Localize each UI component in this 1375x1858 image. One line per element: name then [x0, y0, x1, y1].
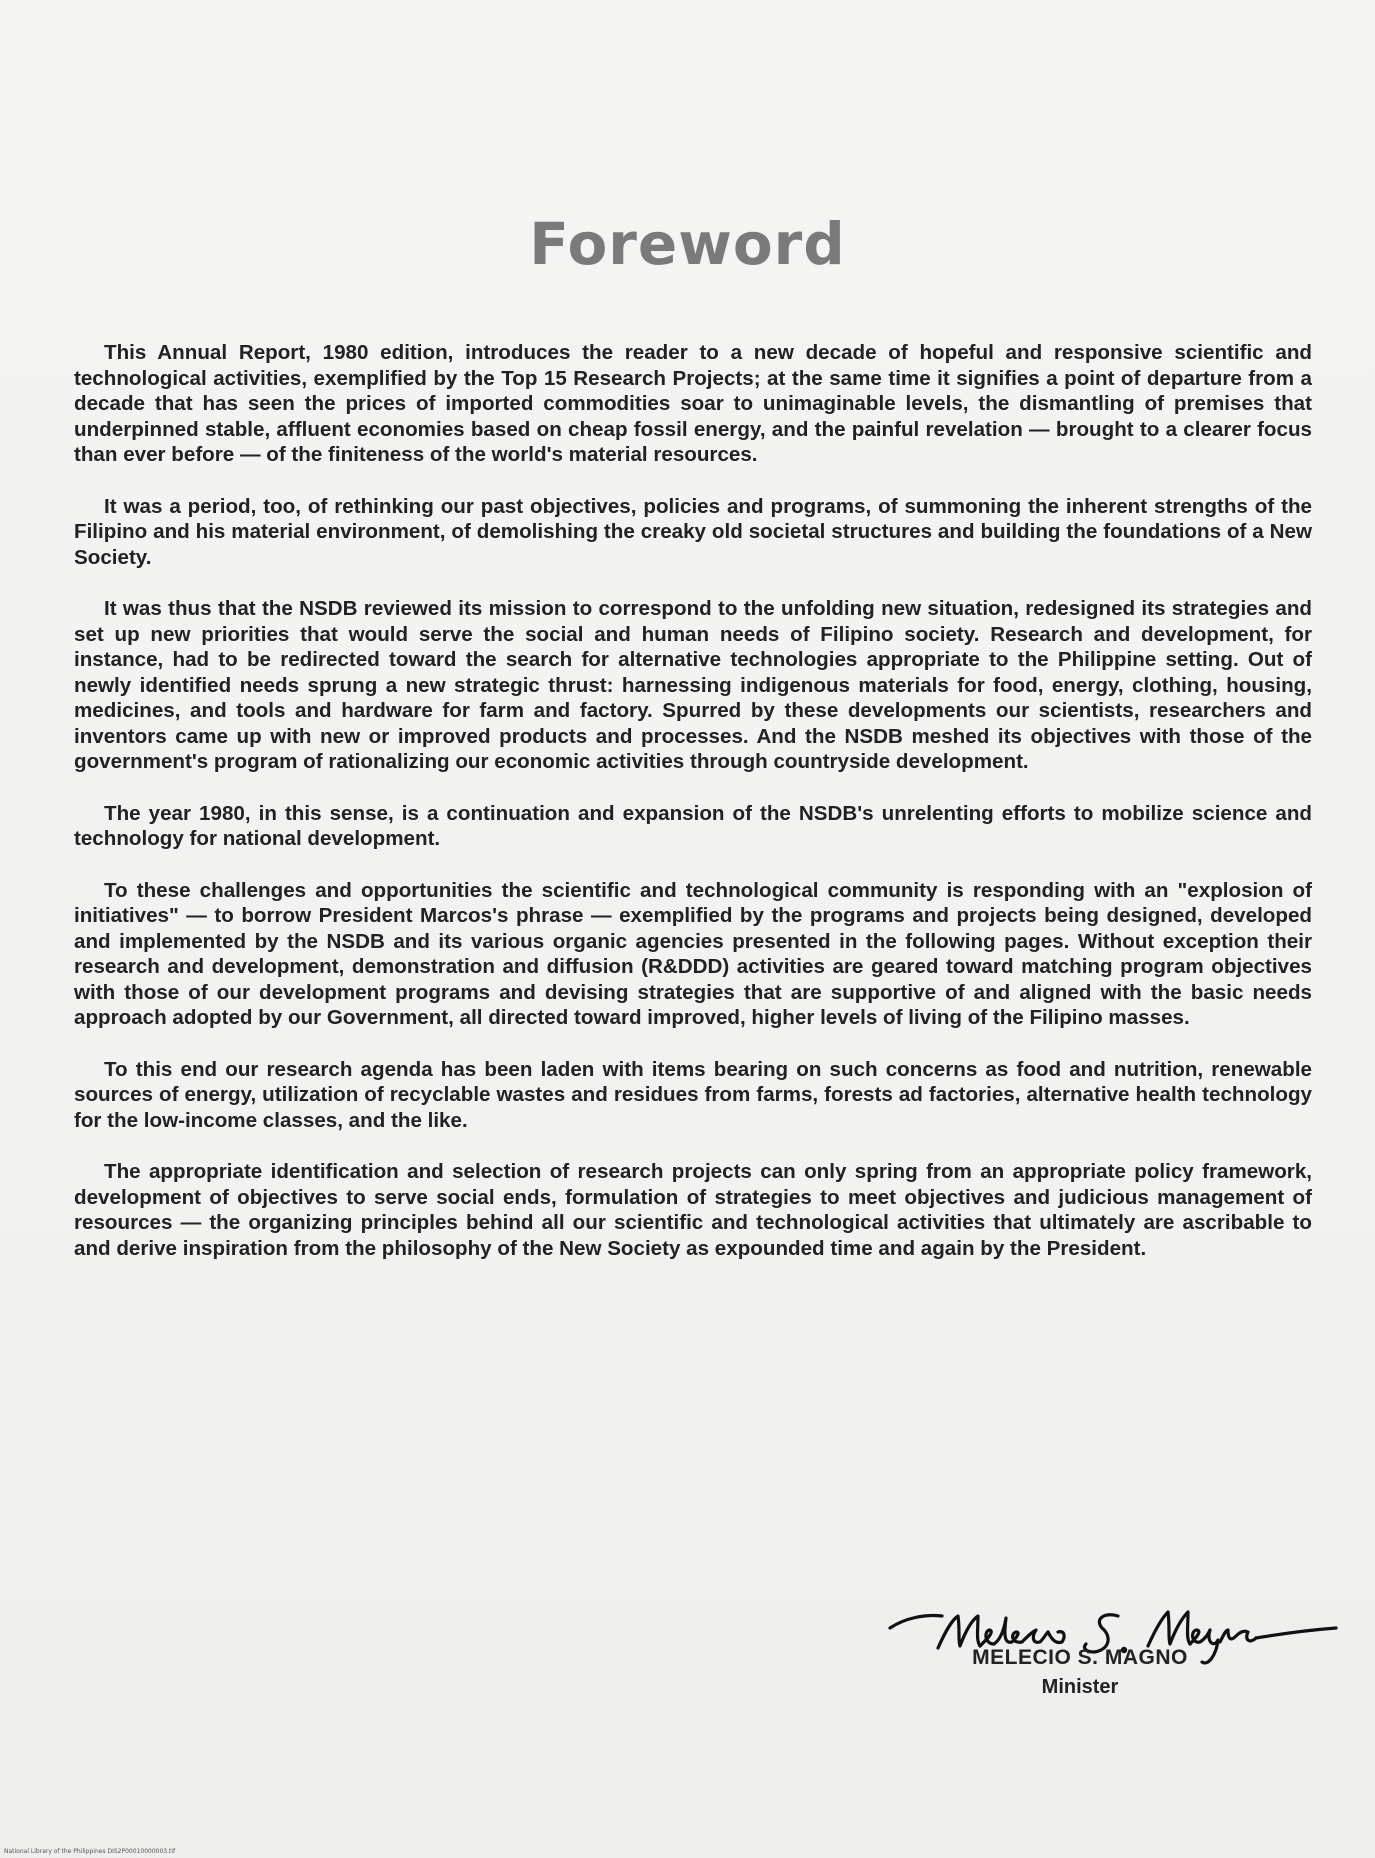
paragraph-3: It was thus that the NSDB reviewed its mission to correspond to the unfolding new situation, redesigned its strategies and set up new priorities that would serve the social and human needs of Filipino society. Research and development, for instance, had to be redirected toward the search for alternative technologies appropriate to the Philippine setting. Out of newly identified needs sprung a new strategic thrust: harnessing indigenous materials for food, energy, clothing, housing, medicines, and tools and hardware for farm and factory. Spurred by these developments our scientists, researchers and inventors came up with new or improved products and processes. And the NSDB meshed its objectives with those of the government's program of rationalizing our economic activities through countryside development.	[74, 597, 1312, 773]
paragraph-5: To these challenges and opportunities the scientific and technological community is responding with an "explosion of initiatives" — to borrow President Marcos's phrase — exemplified by the programs and projects being designed, developed and implemented by the NSDB and its various organic agencies presented in the following pages. Without exception their research and development, demonstration and diffusion (R&DDD) activities are geared toward matching program objectives with those of our development programs and devising strategies that are supportive of and aligned with the basic needs approach adopted by our Government, all directed toward improved, higher levels of living of the Filipino masses.	[74, 878, 1312, 1029]
signatory-name: MELECIO S. MAGNO	[972, 1646, 1188, 1669]
signatory-position: Minister	[1041, 1676, 1119, 1698]
paragraph-2: It was a period, too, of rethinking our past objectives, policies and programs, of summoning the inherent strengths of the Filipino and his material environment, of demolishing the creaky old societal structures and building the foundations of a New Society.	[74, 494, 1312, 569]
foreword-body	[74, 340, 1312, 1287]
page-title: Foreword	[529, 210, 846, 278]
archive-footer-note: National Library of the Philippines DIS2P00010000003.tif	[4, 1848, 176, 1855]
paragraph-7: The appropriate identification and selection of research projects can only spring from an appropriate policy framework, development of objectives to serve social ends, formulation of strategies to meet objectives and judicious management of resources — the organizing principles behind all our scientific and technological activities that ultimately are ascribable to and derive inspiration from the philosophy of the New Society as expounded time and again by the President.	[74, 1160, 1312, 1260]
signature-block	[880, 1600, 1340, 1710]
paragraph-6: To this end our research agenda has been laden with items bearing on such concerns as food and nutrition, renewable sources of energy, utilization of recyclable wastes and residues from farms, forests ad factories, alternative health technology for the low-income classes, and the like.	[74, 1057, 1312, 1132]
paragraph-1: This Annual Report, 1980 edition, introduces the reader to a new decade of hopeful and responsive scientific and technological activities, exemplified by the Top 15 Research Projects; at the same time it signifies a point of departure from a decade that has seen the prices of imported commodities soar to unimaginable levels, the dismantling of premises that underpinned stable, affluent economies based on cheap fossil energy, and the painful revelation — brought to a clearer focus than ever before — of the finiteness of the world's material resources.	[74, 341, 1312, 466]
paragraph-4: The year 1980, in this sense, is a continuation and expansion of the NSDB's unrelenting efforts to mobilize science and technology for national development.	[74, 801, 1312, 850]
